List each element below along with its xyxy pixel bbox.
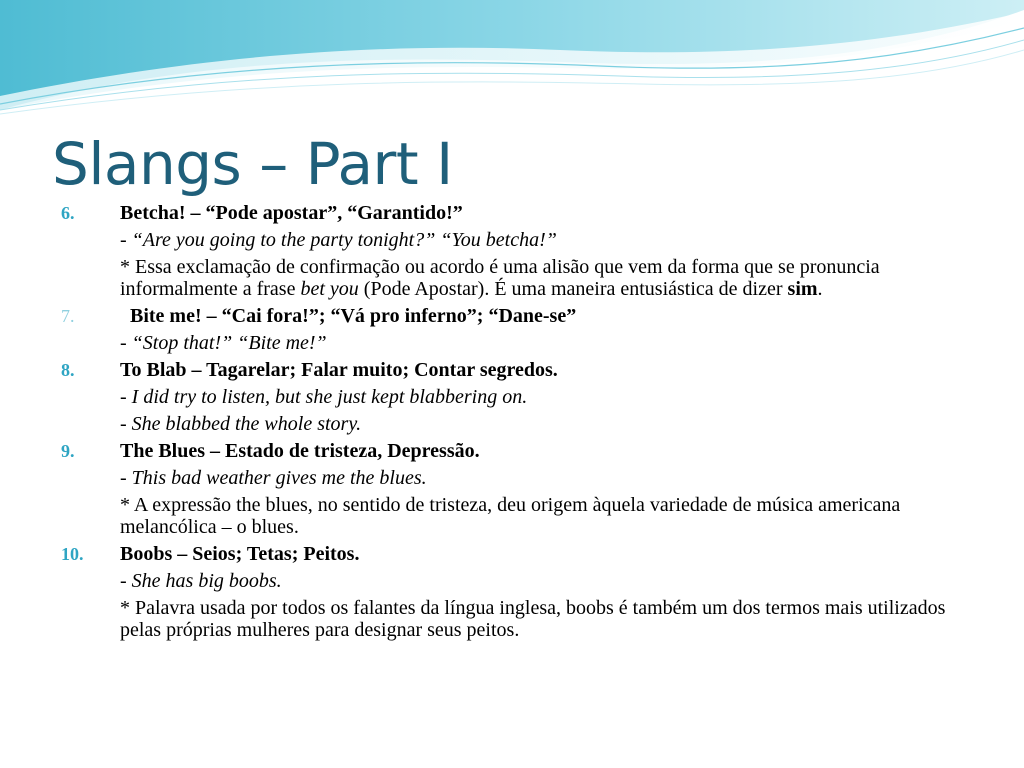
slide-content xyxy=(0,202,1024,646)
item-example xyxy=(0,332,1024,354)
item-example xyxy=(0,386,1024,408)
item-example xyxy=(0,570,1024,592)
item-heading: Betcha! – “Pode apostar”, “Garantido!” xyxy=(120,202,463,224)
item-number: 10. xyxy=(61,544,84,564)
note-bold: sim xyxy=(787,278,818,300)
note-text: (Pode Apostar). É uma maneira entusiástica de dizer xyxy=(358,278,788,300)
wave-decoration xyxy=(0,0,1024,120)
item-heading: To Blab – Tagarelar; Falar muito; Contar segredos. xyxy=(120,359,558,381)
dash: - xyxy=(120,413,132,435)
slide-title: Slangs – Part I xyxy=(52,130,453,198)
example-text: She blabbed the whole story. xyxy=(131,413,362,435)
dash: - xyxy=(120,332,132,354)
item-example xyxy=(0,229,1024,251)
example-text: “Stop that!” “Bite me!” xyxy=(131,332,327,354)
item-note: * A expressão the blues, no sentido de tristeza, deu origem àquela variedade de música americana melancólica – o blues. xyxy=(120,494,901,538)
item-heading: Boobs – Seios; Tetas; Peitos. xyxy=(120,543,360,565)
item-number: 8. xyxy=(61,360,75,380)
item-example xyxy=(0,413,1024,435)
list-item xyxy=(0,440,1024,462)
example-text: “Are you going to the party tonight?” “You betcha!” xyxy=(131,229,557,251)
item-number: 7. xyxy=(61,306,75,326)
item-note: * Palavra usada por todos os falantes da língua inglesa, boobs é também um dos termos mais utilizados pelas próprias mulheres para designar seus peitos. xyxy=(120,597,946,641)
item-number: 6. xyxy=(61,203,75,223)
example-text: I did try to listen, but she just kept blabbering on. xyxy=(131,386,528,408)
dash: - xyxy=(120,570,132,592)
item-note xyxy=(0,256,1024,300)
dash: - xyxy=(120,386,132,408)
note-text: * Essa exclamação de confirmação ou acordo é uma alisão que vem da forma que se pronuncia informalmente a frase xyxy=(120,256,880,300)
list-item xyxy=(0,543,1024,565)
item-example xyxy=(0,467,1024,489)
list-item xyxy=(0,305,1024,327)
note-italic: bet you xyxy=(300,278,359,300)
example-text: She has big boobs. xyxy=(131,570,282,592)
list-item xyxy=(0,202,1024,224)
note-text: . xyxy=(817,278,823,300)
list-item xyxy=(0,359,1024,381)
item-heading: Bite me! – “Cai fora!”; “Vá pro inferno”; “Dane-se” xyxy=(130,305,577,327)
dash: - xyxy=(120,229,132,251)
item-number: 9. xyxy=(61,441,75,461)
item-heading: The Blues – Estado de tristeza, Depressão. xyxy=(120,440,480,462)
example-text: This bad weather gives me the blues. xyxy=(131,467,427,489)
dash: - xyxy=(120,467,132,489)
